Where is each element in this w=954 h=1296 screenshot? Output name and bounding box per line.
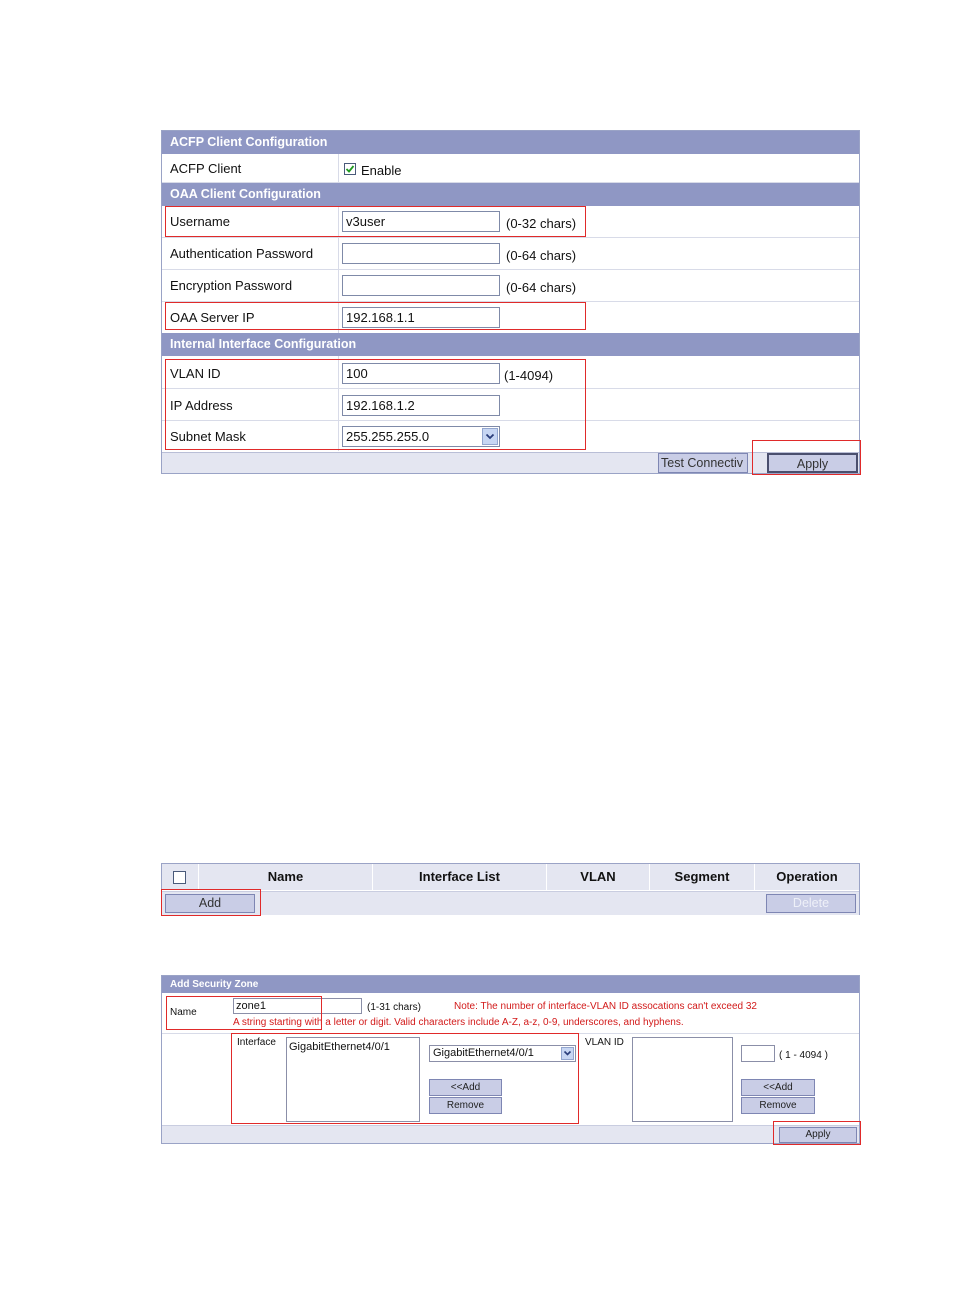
vlan-id-input[interactable]: 100 — [342, 363, 500, 384]
auth-password-label: Authentication Password — [170, 246, 314, 261]
acfp-client-label: ACFP Client — [170, 161, 242, 176]
auth-password-hint: (0-64 chars) — [506, 248, 577, 263]
highlight-apply — [752, 440, 861, 475]
add-zone-button[interactable]: Add — [165, 894, 255, 913]
username-input[interactable]: v3user — [342, 211, 500, 232]
enc-password-hint: (0-64 chars) — [506, 280, 577, 295]
zone-name-hint: (1-31 chars) — [367, 1002, 421, 1013]
section-header-acfp: ACFP Client Configuration — [162, 131, 859, 154]
username-hint: (0-32 chars) — [506, 216, 577, 231]
enable-label: Enable — [361, 163, 402, 178]
highlight-internal-interface — [165, 359, 586, 450]
username-label: Username — [170, 214, 230, 229]
vlan-id-label: VLAN ID — [170, 366, 221, 381]
vlan-remove-button[interactable]: Remove — [741, 1097, 815, 1114]
zone-name-rule: A string starting with a letter or digit. Valid characters include A-Z, a-z, 0-9, underscores, and hyphens. — [233, 1017, 684, 1028]
subnet-mask-value: 255.255.255.0 — [346, 429, 430, 444]
vlan-listbox[interactable] — [632, 1037, 733, 1122]
interface-add-button[interactable]: <<Add — [429, 1079, 502, 1096]
interface-select-value: GigabitEthernet4/0/1 — [433, 1047, 534, 1059]
highlight-zone-name — [166, 996, 322, 1030]
add-zone-title: Add Security Zone — [162, 976, 859, 993]
checkmark-icon — [345, 164, 355, 174]
col-operation: Operation — [755, 864, 859, 890]
ip-address-input[interactable]: 192.168.1.2 — [342, 395, 500, 416]
ip-address-label: IP Address — [170, 398, 233, 413]
vlan-id-hint: (1-4094) — [504, 368, 554, 383]
row-auth-password — [162, 238, 859, 270]
enable-checkbox[interactable] — [344, 163, 356, 175]
oaa-server-ip-input[interactable]: 192.168.1.1 — [342, 307, 500, 328]
interface-label: Interface — [237, 1037, 276, 1048]
col-segment: Segment — [650, 864, 755, 890]
interface-list-item[interactable]: GigabitEthernet4/0/1 — [289, 1041, 390, 1053]
highlight-add — [161, 889, 261, 916]
row-enc-password — [162, 270, 859, 302]
select-all-header — [162, 864, 199, 890]
zone-name-input[interactable]: zone1 — [233, 998, 362, 1014]
highlight-oaa-server-ip — [165, 302, 586, 330]
interface-remove-button[interactable]: Remove — [429, 1097, 502, 1114]
add-zone-apply-button[interactable]: Apply — [779, 1127, 857, 1143]
vlan-add-button[interactable]: <<Add — [741, 1079, 815, 1096]
section-header-oaa: OAA Client Configuration — [162, 183, 859, 206]
highlight-interface — [231, 1033, 579, 1124]
col-interface-list: Interface List — [373, 864, 547, 890]
delete-zone-button[interactable]: Delete — [766, 894, 856, 913]
section-header-internal: Internal Interface Configuration — [162, 333, 859, 356]
table-footer — [162, 891, 859, 915]
auth-password-input[interactable] — [342, 243, 500, 264]
row-acfp-client — [162, 154, 859, 183]
vlan-id-label: VLAN ID — [585, 1037, 624, 1048]
select-all-checkbox[interactable] — [173, 871, 186, 884]
zone-note: Note: The number of interface-VLAN ID assocations can't exceed 32 — [454, 1001, 757, 1012]
col-name: Name — [199, 864, 373, 890]
add-zone-footer — [162, 1125, 859, 1143]
col-vlan: VLAN — [547, 864, 650, 890]
enc-password-label: Encryption Password — [170, 278, 293, 293]
enc-password-input[interactable] — [342, 275, 500, 296]
test-connectivity-button[interactable]: Test Connectiv — [658, 453, 748, 473]
vlan-range-hint: ( 1 - 4094 ) — [779, 1050, 828, 1061]
apply-button[interactable]: Apply — [767, 453, 858, 473]
vlan-id-input[interactable] — [741, 1045, 775, 1062]
security-zone-table — [161, 863, 860, 915]
highlight-zone-apply — [773, 1121, 861, 1145]
highlight-username — [165, 206, 586, 237]
subnet-mask-label: Subnet Mask — [170, 429, 246, 444]
zone-name-label: Name — [170, 1007, 197, 1018]
oaa-server-ip-label: OAA Server IP — [170, 310, 255, 325]
